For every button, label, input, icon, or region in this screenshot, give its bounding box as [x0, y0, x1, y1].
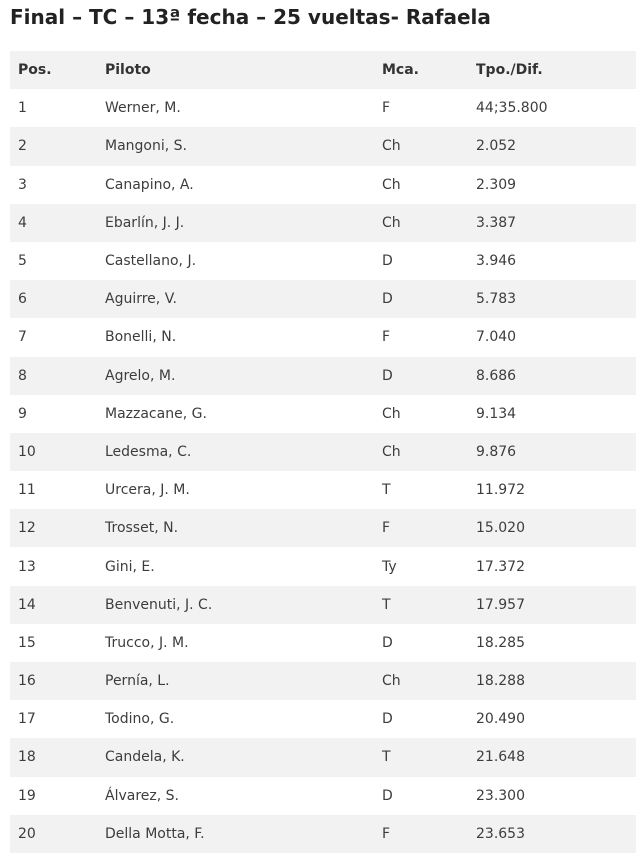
cell-mca: Ty	[382, 558, 397, 575]
table-row	[10, 777, 636, 815]
cell-mca: Ch	[382, 214, 401, 231]
table-row	[10, 204, 636, 242]
cell-mca: Ch	[382, 405, 401, 422]
cell-piloto: Castellano, J.	[105, 253, 197, 270]
table-row	[10, 433, 636, 471]
cell-mca: F	[382, 825, 391, 842]
cell-piloto: Urcera, J. M.	[105, 482, 190, 499]
table-row	[10, 509, 636, 547]
cell-tpo: 21.648	[476, 749, 525, 766]
cell-pos: 13	[18, 558, 36, 575]
table-row	[10, 395, 636, 433]
cell-tpo: 23.653	[476, 825, 525, 842]
cell-pos: 6	[18, 291, 27, 308]
header-mca: Mca.	[382, 62, 419, 79]
header-piloto: Piloto	[105, 62, 151, 79]
cell-pos: 15	[18, 634, 36, 651]
cell-pos: 3	[18, 176, 27, 193]
table-row	[10, 318, 636, 356]
cell-piloto: Gini, E.	[105, 558, 155, 575]
cell-tpo: 3.387	[476, 214, 517, 231]
cell-mca: Ch	[382, 443, 401, 460]
cell-mca: Ch	[382, 138, 401, 155]
cell-pos: 1	[18, 100, 27, 117]
page-title: Final – TC – 13ª fecha – 25 vueltas- Rafaela	[10, 5, 491, 29]
cell-pos: 18	[18, 749, 36, 766]
cell-tpo: 9.134	[476, 405, 517, 422]
cell-piloto: Canapino, A.	[105, 176, 194, 193]
table-body	[10, 89, 636, 853]
cell-piloto: Della Motta, F.	[105, 825, 205, 842]
header-tpo: Tpo./Dif.	[476, 62, 543, 79]
cell-mca: D	[382, 634, 393, 651]
cell-pos: 11	[18, 482, 36, 499]
cell-piloto: Todino, G.	[105, 711, 175, 728]
cell-pos: 20	[18, 825, 36, 842]
cell-pos: 2	[18, 138, 27, 155]
cell-mca: D	[382, 711, 393, 728]
cell-piloto: Ledesma, C.	[105, 443, 192, 460]
cell-piloto: Werner, M.	[105, 100, 181, 117]
cell-piloto: Mangoni, S.	[105, 138, 187, 155]
cell-tpo: 17.957	[476, 596, 525, 613]
cell-tpo: 23.300	[476, 787, 525, 804]
cell-tpo: 11.972	[476, 482, 525, 499]
cell-piloto: Aguirre, V.	[105, 291, 177, 308]
cell-pos: 14	[18, 596, 36, 613]
cell-mca: D	[382, 367, 393, 384]
table-row	[10, 471, 636, 509]
cell-tpo: 18.285	[476, 634, 525, 651]
table-row	[10, 815, 636, 853]
cell-tpo: 17.372	[476, 558, 525, 575]
cell-pos: 9	[18, 405, 27, 422]
cell-mca: D	[382, 253, 393, 270]
cell-pos: 17	[18, 711, 36, 728]
cell-piloto: Pernía, L.	[105, 673, 170, 690]
table-row	[10, 127, 636, 165]
cell-piloto: Ebarlín, J. J.	[105, 214, 185, 231]
table-row	[10, 280, 636, 318]
cell-pos: 19	[18, 787, 36, 804]
table-row	[10, 357, 636, 395]
table-row	[10, 242, 636, 280]
cell-mca: T	[382, 482, 391, 499]
cell-pos: 5	[18, 253, 27, 270]
cell-tpo: 20.490	[476, 711, 525, 728]
table-row	[10, 166, 636, 204]
cell-pos: 12	[18, 520, 36, 537]
cell-piloto: Bonelli, N.	[105, 329, 177, 346]
cell-tpo: 7.040	[476, 329, 517, 346]
table-row	[10, 738, 636, 776]
cell-piloto: Mazzacane, G.	[105, 405, 207, 422]
cell-tpo: 3.946	[476, 253, 517, 270]
cell-pos: 10	[18, 443, 36, 460]
table-header-row	[10, 51, 636, 89]
cell-tpo: 8.686	[476, 367, 517, 384]
table-row	[10, 586, 636, 624]
cell-piloto: Álvarez, S.	[105, 787, 179, 804]
cell-tpo: 5.783	[476, 291, 517, 308]
cell-tpo: 18.288	[476, 673, 525, 690]
cell-piloto: Trosset, N.	[105, 520, 179, 537]
table-row	[10, 662, 636, 700]
cell-mca: F	[382, 100, 391, 117]
results-table	[10, 51, 636, 853]
table-row	[10, 89, 636, 127]
cell-tpo: 2.052	[476, 138, 517, 155]
cell-mca: Ch	[382, 673, 401, 690]
cell-pos: 8	[18, 367, 27, 384]
cell-pos: 16	[18, 673, 36, 690]
cell-mca: T	[382, 596, 391, 613]
cell-tpo: 9.876	[476, 443, 517, 460]
cell-mca: F	[382, 329, 391, 346]
cell-mca: D	[382, 291, 393, 308]
cell-mca: Ch	[382, 176, 401, 193]
cell-piloto: Trucco, J. M.	[105, 634, 189, 651]
table-row	[10, 624, 636, 662]
cell-tpo: 44;35.800	[476, 100, 548, 117]
cell-pos: 4	[18, 214, 27, 231]
header-pos: Pos.	[18, 62, 52, 79]
cell-tpo: 2.309	[476, 176, 517, 193]
cell-mca: T	[382, 749, 391, 766]
cell-piloto: Candela, K.	[105, 749, 185, 766]
table-row	[10, 700, 636, 738]
cell-pos: 7	[18, 329, 27, 346]
table-row	[10, 547, 636, 585]
cell-mca: D	[382, 787, 393, 804]
cell-tpo: 15.020	[476, 520, 525, 537]
cell-piloto: Benvenuti, J. C.	[105, 596, 213, 613]
cell-mca: F	[382, 520, 391, 537]
cell-piloto: Agrelo, M.	[105, 367, 176, 384]
